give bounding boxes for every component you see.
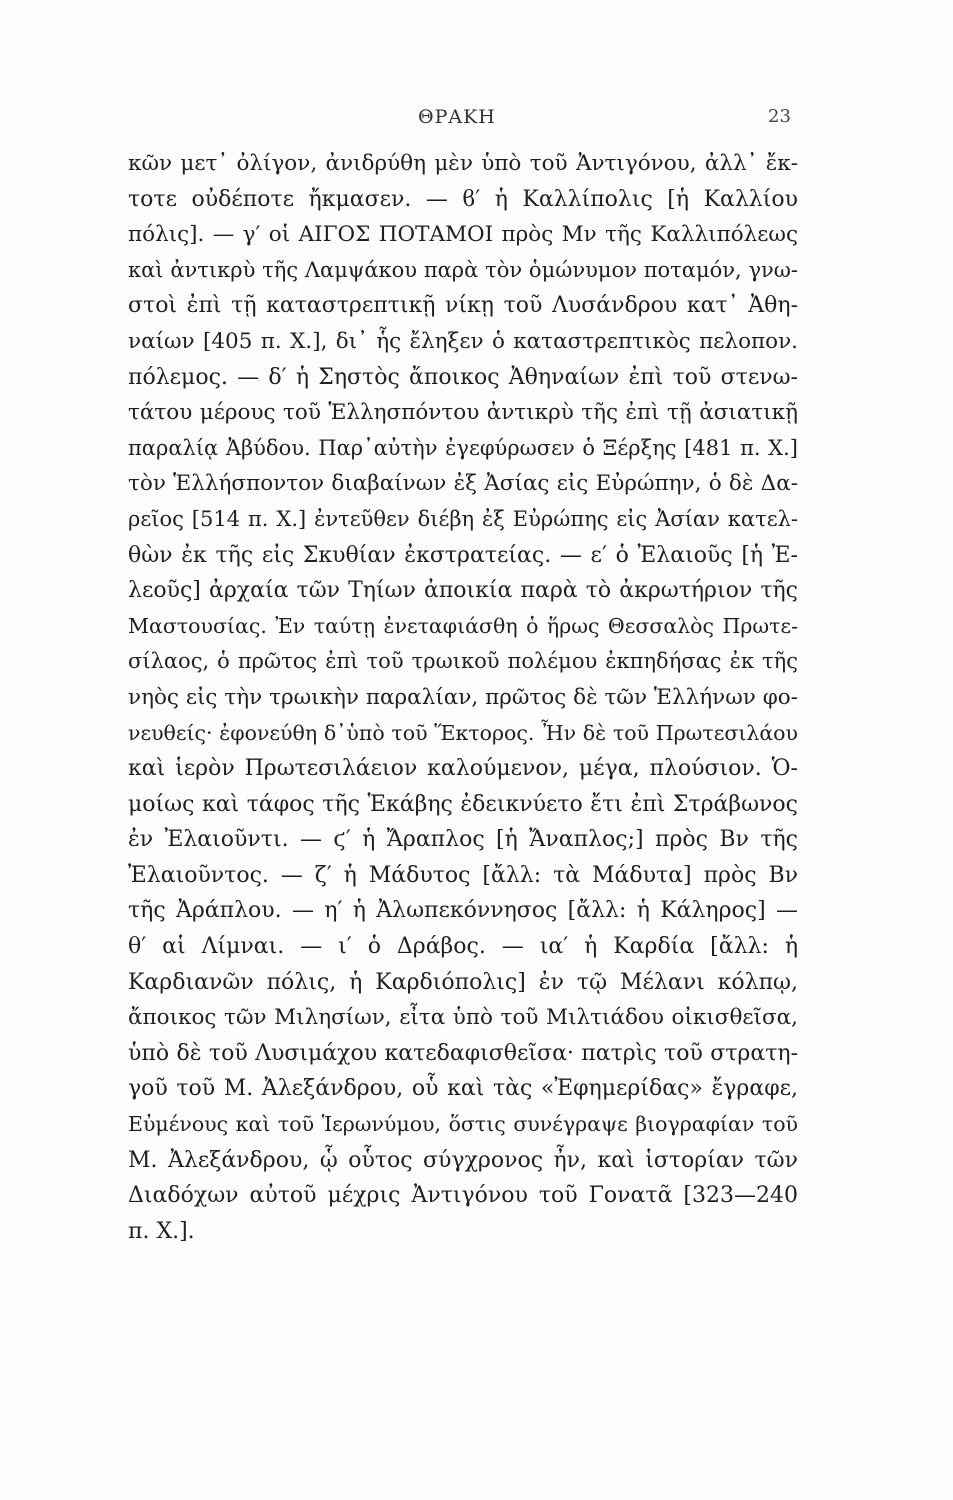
text-line: νευθείς· ἐφονεύθη δ᾽ὑπὸ τοῦ Ἕκτορος. Ἦν δὲ τοῦ Πρωτεσιλάου xyxy=(128,720,798,745)
text-line: παραλίᾳ Ἀβύδου. Παρ᾽αὐτὴν ἐγεφύρωσεν ὁ Ξέρξης [481 π. Χ.] xyxy=(128,435,798,460)
text-line: Μ. Ἀλεξάνδρου, ᾧ οὗτος σύγχρονος ἦν, καὶ ἱστορίαν τῶν xyxy=(128,1147,798,1173)
text-line: καὶ ἀντικρὺ τῆς Λαμψάκου παρὰ τὸν ὁμώνυμον ποταμόν, γνω- xyxy=(128,257,798,282)
text-line: Μαστουσίας. Ἐν ταύτῃ ἐνεταφιάσθη ὁ ἥρως Θεσσαλὸς Πρωτε- xyxy=(128,613,798,638)
text-line: ἐν Ἐλαιοῦντι. — ϛ′ ἡ Ἄραπλος [ἡ Ἄναπλος;] πρὸς Βν τῆς xyxy=(128,827,798,853)
text-line: Εὐμένους καὶ τοῦ Ἱερωνύμου, ὅστις συνέγραψε βιογραφίαν τοῦ xyxy=(128,1112,798,1137)
text-line: ναίων [405 π. Χ.], δι᾽ ἧς ἔληξεν ὁ καταστρεπτικὸς πελοπον. xyxy=(128,328,798,354)
text-line: Διαδόχων αὐτοῦ μέχρις Ἀντιγόνου τοῦ Γονατᾶ [323—240 xyxy=(128,1183,798,1209)
text-line: μοίως καὶ τάφος τῆς Ἑκάβης ἐδεικνύετο ἔτι ἐπὶ Στράβωνος xyxy=(128,791,798,817)
text-line: θὼν ἐκ τῆς εἰς Σκυθίαν ἐκστρατείας. — ε′ ὁ Ἐλαιοῦς [ἡ Ἐ- xyxy=(128,542,798,568)
text-line: καὶ ἱερὸν Πρωτεσιλάειον καλούμενον, μέγα, πλούσιον. Ὁ- xyxy=(128,756,798,782)
text-line: Καρδιανῶν πόλις, ἡ Καρδιόπολις] ἐν τῷ Μέλανι κόλπῳ, xyxy=(128,969,798,995)
text-line: σίλαος, ὁ πρῶτος ἐπὶ τοῦ τρωικοῦ πολέμου ἐκπηδήσας ἐκ τῆς xyxy=(128,649,798,674)
text-line: ρεῖος [514 π. Χ.] ἐντεῦθεν διέβη ἐξ Εὐρώπης εἰς Ἀσίαν κατελ- xyxy=(128,506,798,531)
text-line: κῶν μετ᾽ ὀλίγον, ἀνιδρύθη μὲν ὑπὸ τοῦ Ἀντιγόνου, ἀλλ᾽ ἔκ- xyxy=(128,151,798,176)
running-title: ΘΡΑΚΗ xyxy=(418,106,496,128)
text-line: τὸν Ἑλλήσποντον διαβαίνων ἐξ Ἀσίας εἰς Εὐρώπην, ὁ δὲ Δα- xyxy=(128,471,798,497)
text-line: Ἐλαιοῦντος. — ζ′ ἡ Μάδυτος [ἄλλ: τὰ Μάδυτα] πρὸς Βν xyxy=(128,862,798,888)
text-line: πόλις]. — γ′ οἱ ΑΙΓΟΣ ΠΟΤΑΜΟΙ πρὸς Μν τῆς Καλλιπόλεως xyxy=(128,222,798,248)
running-head xyxy=(0,106,953,138)
page-number: 23 xyxy=(768,106,791,127)
text-line: γοῦ τοῦ Μ. Ἀλεξάνδρου, οὗ καὶ τὰς «Ἐφημερίδας» ἔγραφε, xyxy=(128,1076,798,1102)
body-text xyxy=(128,146,798,1249)
text-line: ἄποικος τῶν Μιλησίων, εἶτα ὑπὸ τοῦ Μιλτιάδου οἰκισθεῖσα, xyxy=(128,1005,798,1031)
text-line: θ′ αἱ Λίμναι. — ι′ ὁ Δράβος. — ια′ ἡ Καρδία [ἄλλ: ἡ xyxy=(128,934,798,960)
text-line: τάτου μέρους τοῦ Ἑλλησπόντου ἀντικρὺ τῆς ἐπὶ τῇ ἀσιατικῇ xyxy=(128,400,798,426)
text-line: νηὸς εἰς τὴν τρωικὴν παραλίαν, πρῶτος δὲ τῶν Ἑλλήνων φο- xyxy=(128,684,798,710)
text-line: τῆς Ἀράπλου. — η′ ἡ Ἀλωπεκόννησος [ἄλλ: ἡ Κάληρος] — xyxy=(128,898,798,924)
text-line: πόλεμος. — δ′ ἡ Σηστὸς ἄποικος Ἀθηναίων ἐπὶ τοῦ στενω- xyxy=(128,364,798,390)
text-line: ὑπὸ δὲ τοῦ Λυσιμάχου κατεδαφισθεῖσα· πατρὶς τοῦ στρατη- xyxy=(128,1040,798,1066)
text-line-last: π. Χ.]. xyxy=(128,1218,195,1244)
text-line: στοὶ ἐπὶ τῇ καταστρεπτικῇ νίκῃ τοῦ Λυσάνδρου κατ᾽ Ἀθη- xyxy=(128,293,798,319)
text-line: λεοῦς] ἀρχαία τῶν Τηίων ἀποικία παρὰ τὸ ἀκρωτήριον τῆς xyxy=(128,578,798,604)
text-line: τοτε οὐδέποτε ἤκμασεν. — ϐ′ ἡ Καλλίπολις [ἡ Καλλίου xyxy=(128,186,798,212)
